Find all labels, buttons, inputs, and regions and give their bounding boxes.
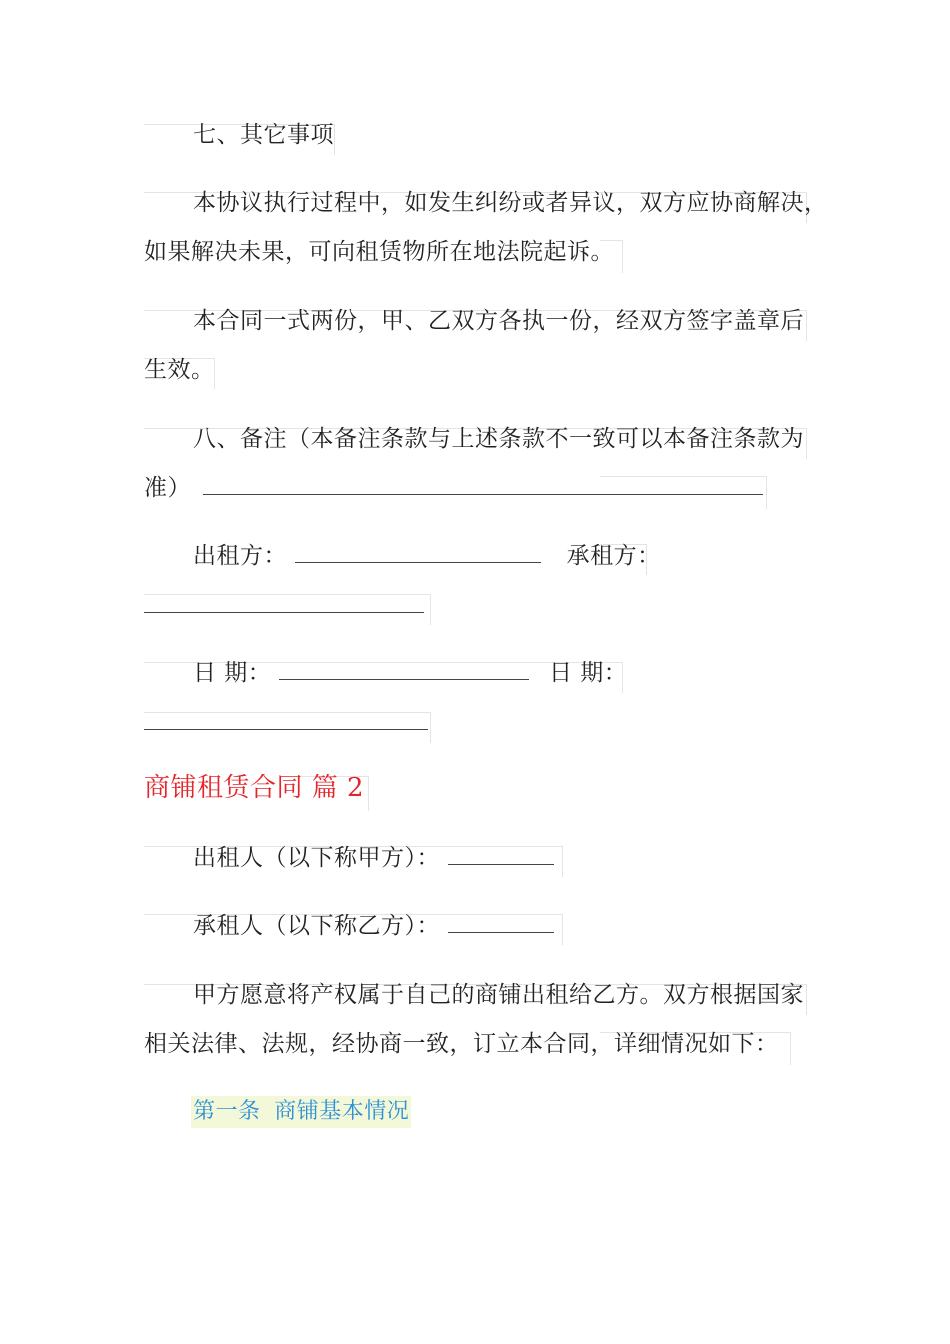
intro-line2: 相关法律、法规，经协商一致，订立本合同，详细情况如下： (144, 1031, 779, 1057)
lessor-party-blank (448, 842, 554, 865)
lessor-party-label: 出租人（以下称甲方）： (193, 845, 440, 871)
lessee-blank-row (144, 590, 424, 622)
lessee-blank-field (144, 590, 424, 613)
date-blank-row (144, 707, 428, 739)
date-blank-field-lessee (144, 707, 428, 730)
lessee-party-blank (448, 910, 554, 933)
lessor-party-row (193, 842, 554, 874)
intro-line1: 甲方愿意将产权属于自己的商铺出租给乙方。双方根据国家 (193, 982, 804, 1008)
paragraph-copies-line1: 本合同一式两份，甲、乙双方各执一份，经双方签字盖章后 (193, 308, 804, 334)
signature-row (193, 540, 661, 572)
paragraph-copies-line2: 生效。 (144, 357, 215, 383)
date-blank-field-lessor (279, 657, 529, 680)
section-title-other-matters: 七、其它事项 (193, 122, 334, 148)
contract-2-title: 商铺租赁合同 篇 2 (144, 773, 365, 803)
date-label-lessee: 日 期： (548, 660, 628, 686)
section-title-remarks-line1: 八、备注（本备注条款与上述条款不一致可以本备注条款为 (193, 426, 804, 452)
article-1-title: 第一条 商铺基本情况 (191, 1096, 411, 1128)
lessee-party-label: 承租人（以下称乙方）： (193, 913, 440, 939)
remarks-blank-field (203, 472, 763, 495)
date-label-lessor: 日 期： (193, 660, 272, 686)
lessee-party-row (193, 910, 554, 942)
date-row (193, 657, 627, 689)
paragraph-dispute-line2: 如果解决未果，可向租赁物所在地法院起诉。 (144, 239, 614, 265)
section-title-remarks-line2 (144, 472, 763, 504)
lessor-blank-field (295, 540, 541, 563)
remarks-label: 准） (144, 475, 191, 501)
lessor-label: 出租方： (193, 543, 287, 569)
lessee-label: 承租方： (566, 543, 661, 569)
paragraph-dispute-line1: 本协议执行过程中，如发生纠纷或者异议，双方应协商解决， (193, 190, 828, 216)
